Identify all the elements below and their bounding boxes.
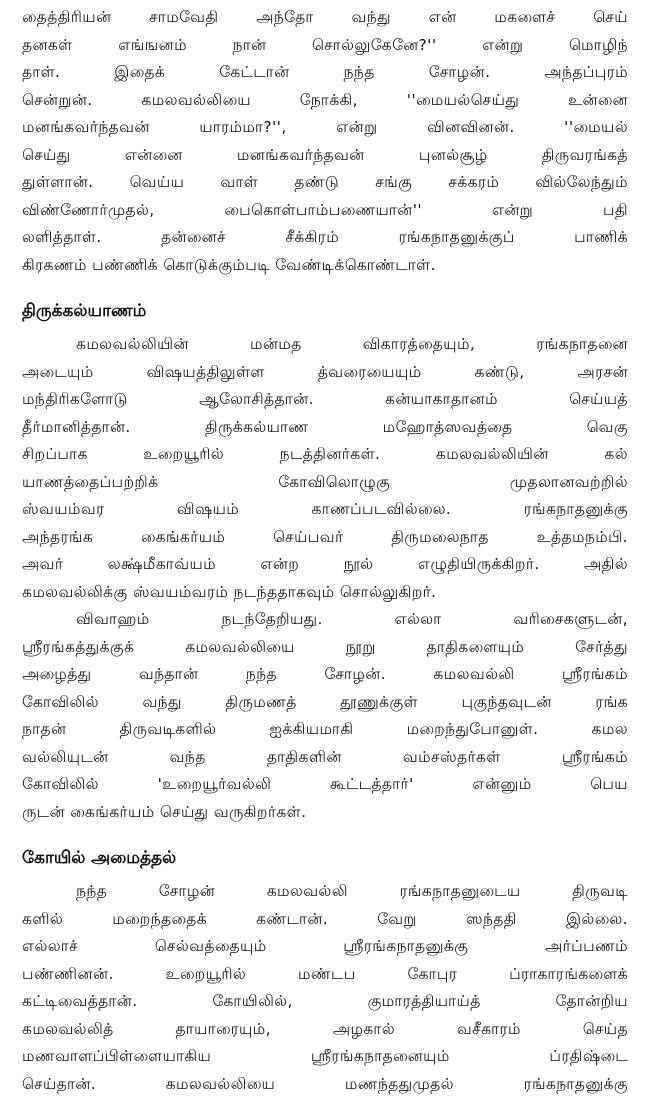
text-line: அடையும் விஷயத்திலுள்ள த்வரையையும் கண்டு, அரசன் [22,359,628,387]
text-line: பண்ணினன். உறையூரில் மண்டப கோபுர ப்ராகாரங்களைக் [22,961,628,989]
text-line: கமலவல்லிக்கு ஸ்வயம்வரம் நடந்ததாகவும் சொல்லுகிறர். [22,579,628,607]
paragraph-marriage [22,331,628,826]
paragraph-intro [22,4,628,279]
text-line: கமலவல்லித் தாயாரையும், அழகால் வசீகாரம் செய்த [22,1016,628,1044]
text-line: ஸ்ரீரங்கத்துக்குக் கமலவல்லியை நூறு தாதிகளையும் சேர்த்து [22,634,628,662]
text-line: சிறப்பாக உறையூரில் நடத்தினர்கள். கமலவல்லியின் கல் [22,441,628,469]
text-line: மனங்கவர்ந்தவன் யாரம்மா?'', என்று வினவினன். ''மையல் [22,114,628,142]
text-line: தைத்திரியன் சாமவேதி அந்தோ வந்து என் மகளைச் செய் [22,4,628,32]
text-line: கட்டிவைத்தான். கோயிலில், குமாரத்தியாய்த் தோன்றிய [22,988,628,1016]
text-line: செய்தான். கமலவல்லியை மணந்ததுமுதல் ரங்கநாதனுக்கு [22,1071,628,1098]
text-line: நாதன் திருவடிகளில் ஐக்கியமாகி மறைந்துபோனுள். கமல [22,716,628,744]
text-line: மணவாளப்பிள்ளையாகிய ஸ்ரீரங்கநாதனையும் ப்ரதிஷ்டை [22,1043,628,1071]
text-line: கிரகணம் பண்ணிக் கொடுக்கும்படி வேண்டிக்கொண்டாள். [22,252,628,280]
text-line: அந்தரங்க கைங்கர்யம் செய்பவர் திருமலைநாத உத்தமநம்பி. [22,524,628,552]
text-line: வல்லியுடன் வந்த தாதிகளின் வம்சஸ்தர்கள் ஸ்ரீரங்கம் [22,744,628,772]
text-line: தீர்மானித்தான். திருக்கல்யாண மஹோத்ஸவத்தை வெகு [22,414,628,442]
text-line: விவாஹம் நடந்தேறியது. எல்லா வரிசைகளுடன், [22,606,628,634]
text-line: யாணத்தைப்பற்றிக் கோவிலொழுகு முதலானவற்றில் [22,469,628,497]
text-line: சென்றுன். கமலவல்லியை நோக்கி, ''மையல்செய்து உன்னை [22,87,628,115]
text-line: ஸ்வயம்வர விஷயம் காணப்படவில்லை. ரங்கநாதனுக்கு [22,496,628,524]
paragraph-temple [22,878,628,1098]
text-line: அவர் லக்ஷ்மீகாவ்யம் என்ற நூல் எழுதியிருக்கிறர். அதில் [22,551,628,579]
section-heading-marriage: திருக்கல்யாணம் [22,297,628,325]
text-line: துள்ளான். வெய்ய வாள் தண்டு சங்கு சக்கரம் வில்லேந்தும் [22,169,628,197]
text-line: கமலவல்லியின் மன்மத விகாரத்தையும், ரங்கநாதனை [22,331,628,359]
text-line: அழைத்து வந்தான் நந்த சோழன். கமலவல்லி ஸ்ரீரங்கம் [22,661,628,689]
text-line: மந்திரிகளோடு ஆலோசித்தான். கன்யாகாதானம் செய்யத் [22,386,628,414]
text-line: லளித்தாள். தன்னைச் சீக்கிரம் ரங்கநாதனுக்குப் பாணிக் [22,224,628,252]
section-heading-temple: கோயில் அமைத்தல் [22,844,628,872]
text-line: நந்த சோழன் கமலவல்லி ரங்கநாதனுடைய திருவடி [22,878,628,906]
text-line: ருடன் கைங்கர்யம் செய்து வருகிறர்கள். [22,799,628,827]
text-line: செய்து என்னை மனங்கவர்ந்தவன் புனல்சூழ் திருவரங்கத் [22,142,628,170]
text-line: விண்ணோர்முதல், பைகொள்பாம்பணையான்'' என்று பதி [22,197,628,225]
text-line: எல்லாச் செல்வத்தையும் ஸ்ரீரங்கநாதனுக்கு அர்ப்பணம் [22,933,628,961]
text-line: தனகள் எங்ஙனம் நான் சொல்லுகேனே?'' என்று மொழிந் [22,32,628,60]
text-line: தாள். இதைக் கேட்டான் நந்த சோழன். அந்தப்புரம் [22,59,628,87]
text-line: கோவிலில் 'உறையூர்வல்லி கூட்டத்தார்' என்னும் பெய [22,771,628,799]
text-line: களில் மறைந்ததைக் கண்டான். வேறு ஸந்ததி இல்லை. [22,906,628,934]
text-line: கோவிலில் வந்து திருமணத் தூணுக்குள் புகுந்தவுடன் ரங்க [22,689,628,717]
